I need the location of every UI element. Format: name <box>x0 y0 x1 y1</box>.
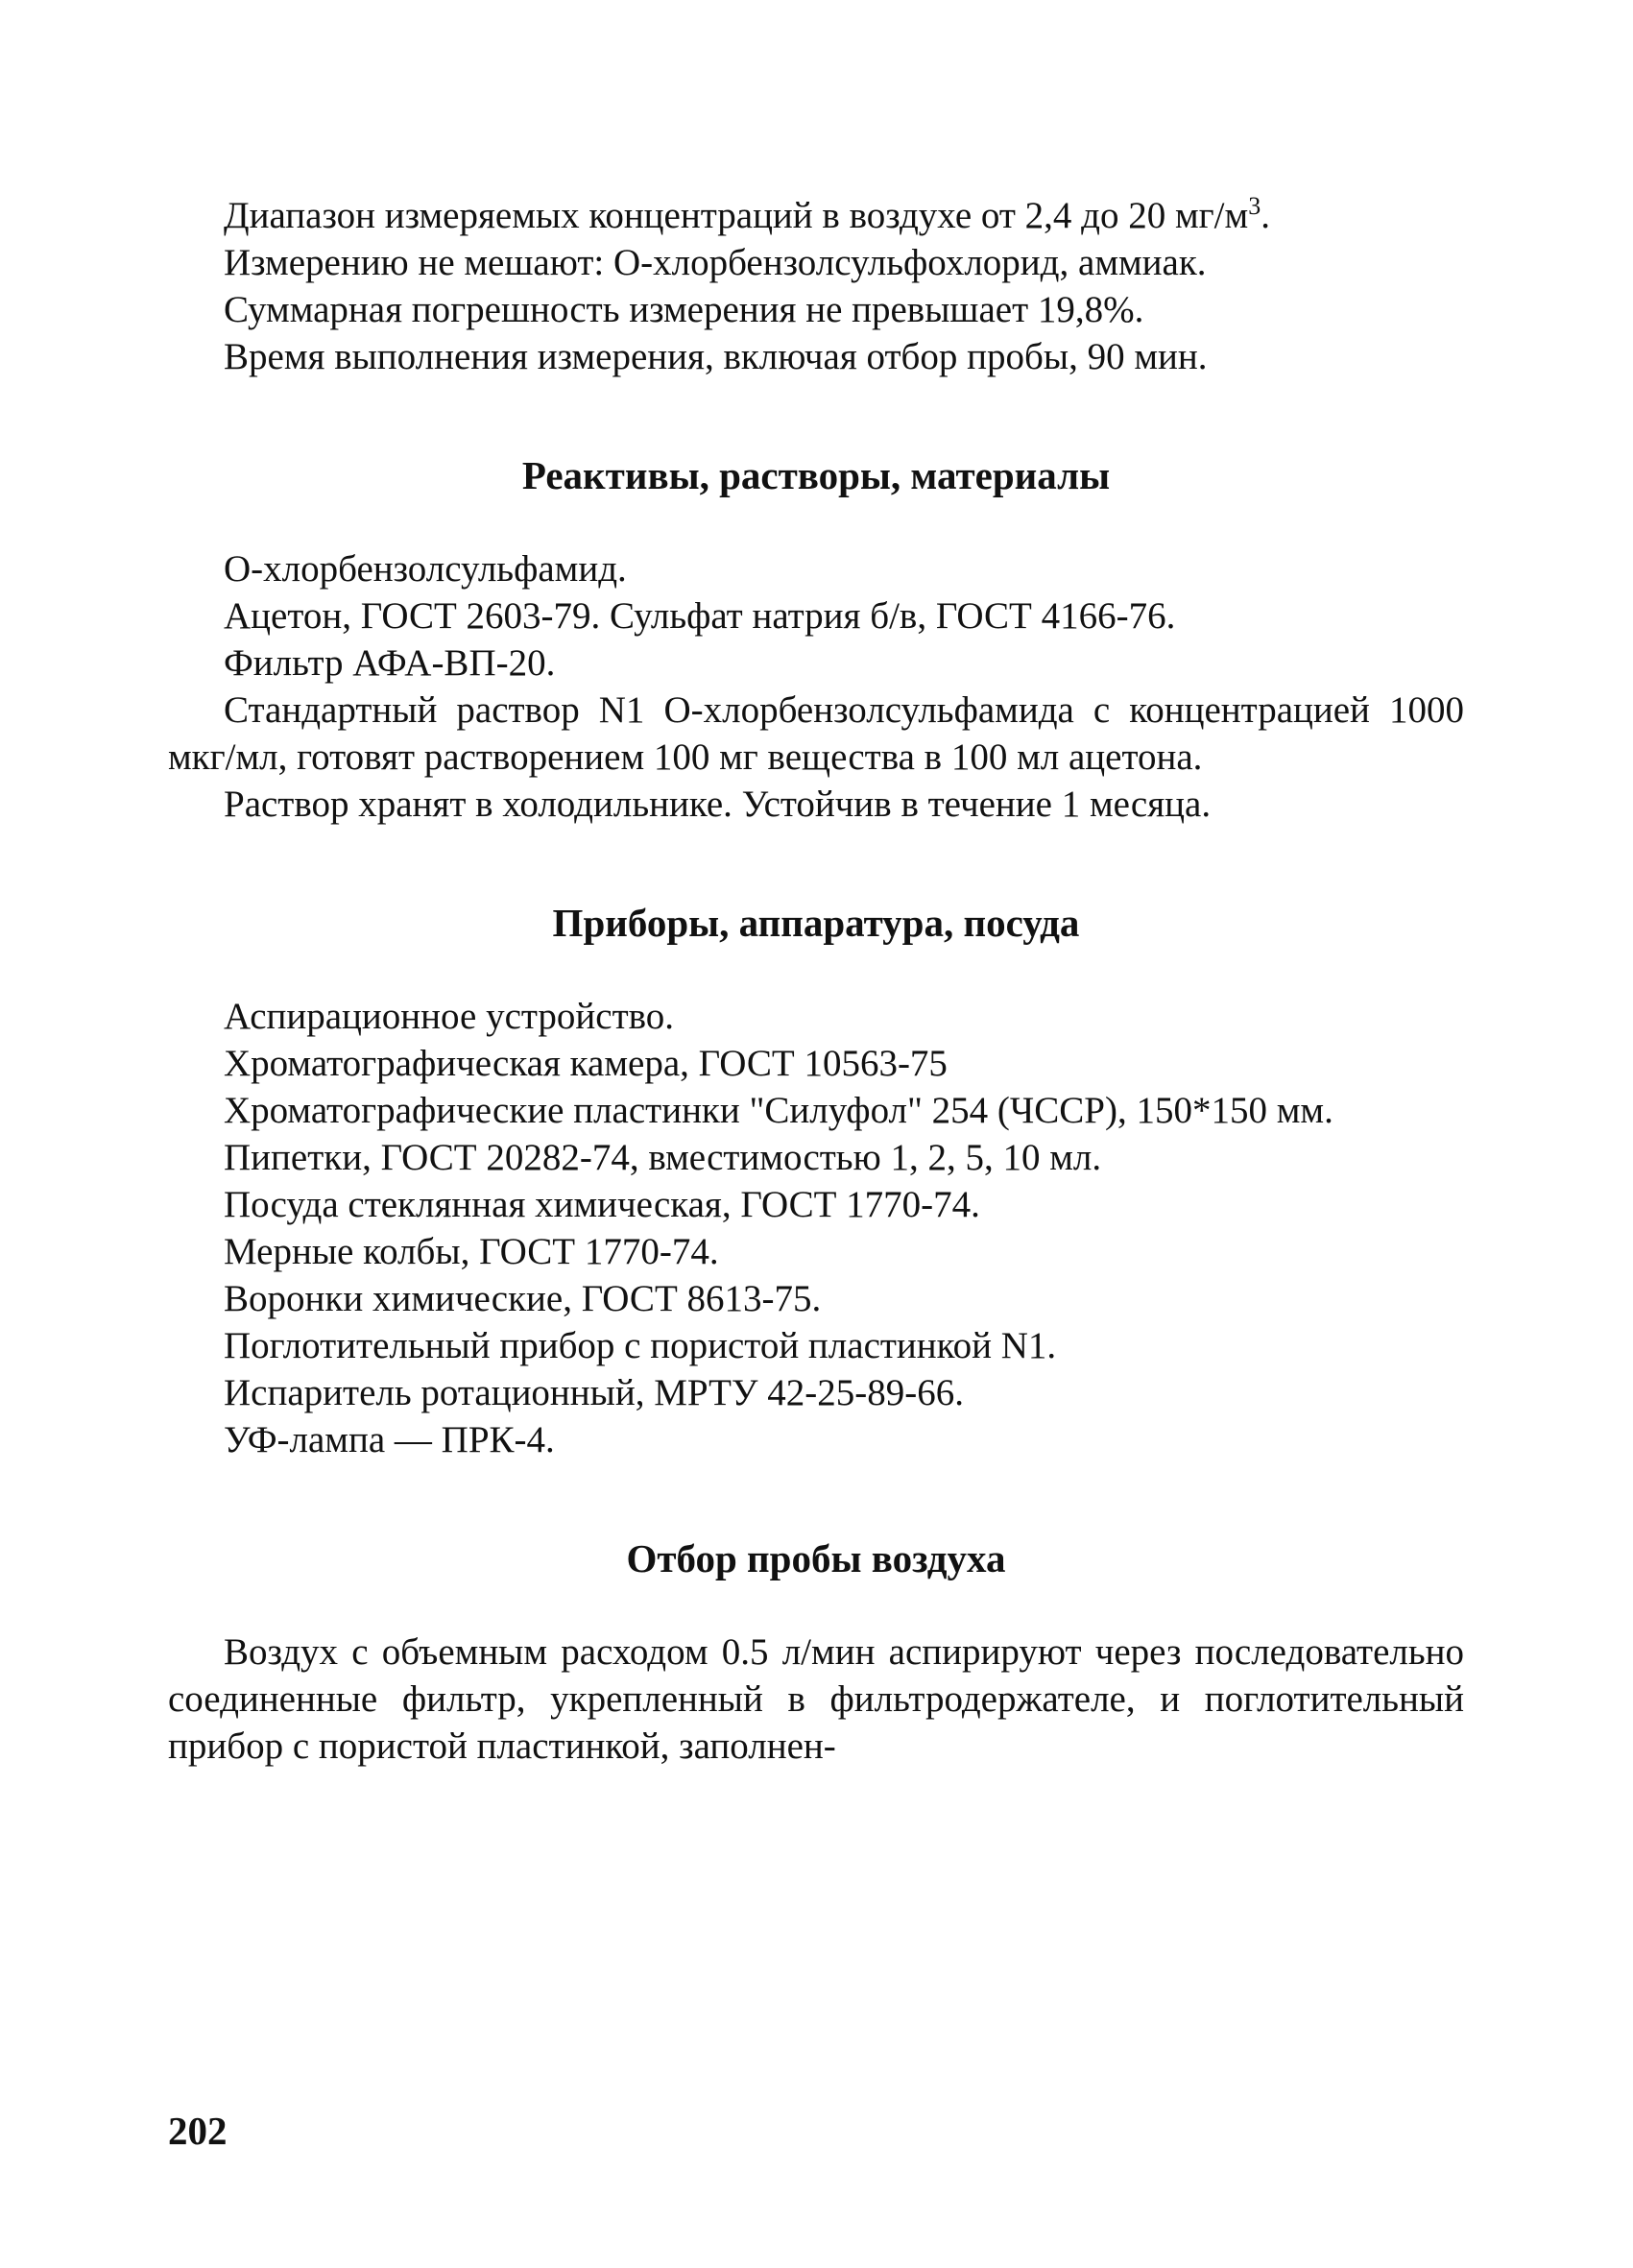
page-number: 202 <box>168 2109 228 2153</box>
reagent-item: Раствор хранят в холодильнике. Устойчив в течение 1 месяца. <box>224 784 1212 825</box>
device-item: УФ-лампа — ПРК-4. <box>224 1419 555 1460</box>
device-item: Хроматографические пластинки "Силуфол" 254 (ЧССР), 150*150 мм. <box>224 1090 1333 1131</box>
sampling-heading: Отбор пробы воздуха <box>626 1536 1006 1580</box>
range-end: . <box>1261 195 1270 236</box>
time-paragraph: Время выполнения измерения, включая отбор пробы, 90 мин. <box>224 336 1208 377</box>
device-item: Воронки химические, ГОСТ 8613-75. <box>224 1278 822 1319</box>
reagent-item: Стандартный раствор N1 О-хлорбензолсульфамида с концентрацией 1000 мкг/мл, готовят растворением 100 мг вещества в 100 мл ацетона. <box>168 689 1464 778</box>
device-item: Хроматографическая камера, ГОСТ 10563-75 <box>224 1043 948 1084</box>
reagents-heading: Реактивы, растворы, материалы <box>521 453 1111 497</box>
reagent-item: О-хлорбензолсульфамид. <box>224 548 627 590</box>
device-item: Поглотительный прибор с пористой пластинкой N1. <box>224 1325 1057 1366</box>
no-interference-paragraph: Измерению не мешают: О-хлорбензолсульфохлорид, аммиак. <box>224 242 1207 283</box>
device-item: Посуда стеклянная химическая, ГОСТ 1770-74. <box>224 1184 980 1225</box>
device-item: Испаритель ротационный, МРТУ 42-25-89-66. <box>224 1372 964 1413</box>
device-item: Аспирационное устройство. <box>224 996 675 1037</box>
document-page <box>168 192 1464 1770</box>
range-paragraph <box>168 192 1464 239</box>
error-paragraph: Суммарная погрешность измерения не превышает 19,8%. <box>224 289 1144 330</box>
range-superscript: 3 <box>1248 192 1261 220</box>
reagent-item: Фильтр АФА-ВП-20. <box>224 642 556 684</box>
devices-heading: Приборы, аппаратура, посуда <box>552 901 1080 945</box>
range-text: Диапазон измеряемых концентраций в воздухе от 2,4 до 20 мг/м <box>224 195 1249 236</box>
reagent-item: Ацетон, ГОСТ 2603-79. Сульфат натрия б/в, ГОСТ 4166-76. <box>224 595 1176 637</box>
device-item: Пипетки, ГОСТ 20282-74, вместимостью 1, 2, 5, 10 мл. <box>224 1137 1102 1178</box>
device-item: Мерные колбы, ГОСТ 1770-74. <box>224 1231 719 1272</box>
sampling-paragraph: Воздух с объемным расходом 0.5 л/мин аспирируют через последовательно соединенные фильтр, укрепленный в фильтродержателе, и поглотительный прибор с пористой пластинкой, заполнен- <box>168 1631 1464 1767</box>
